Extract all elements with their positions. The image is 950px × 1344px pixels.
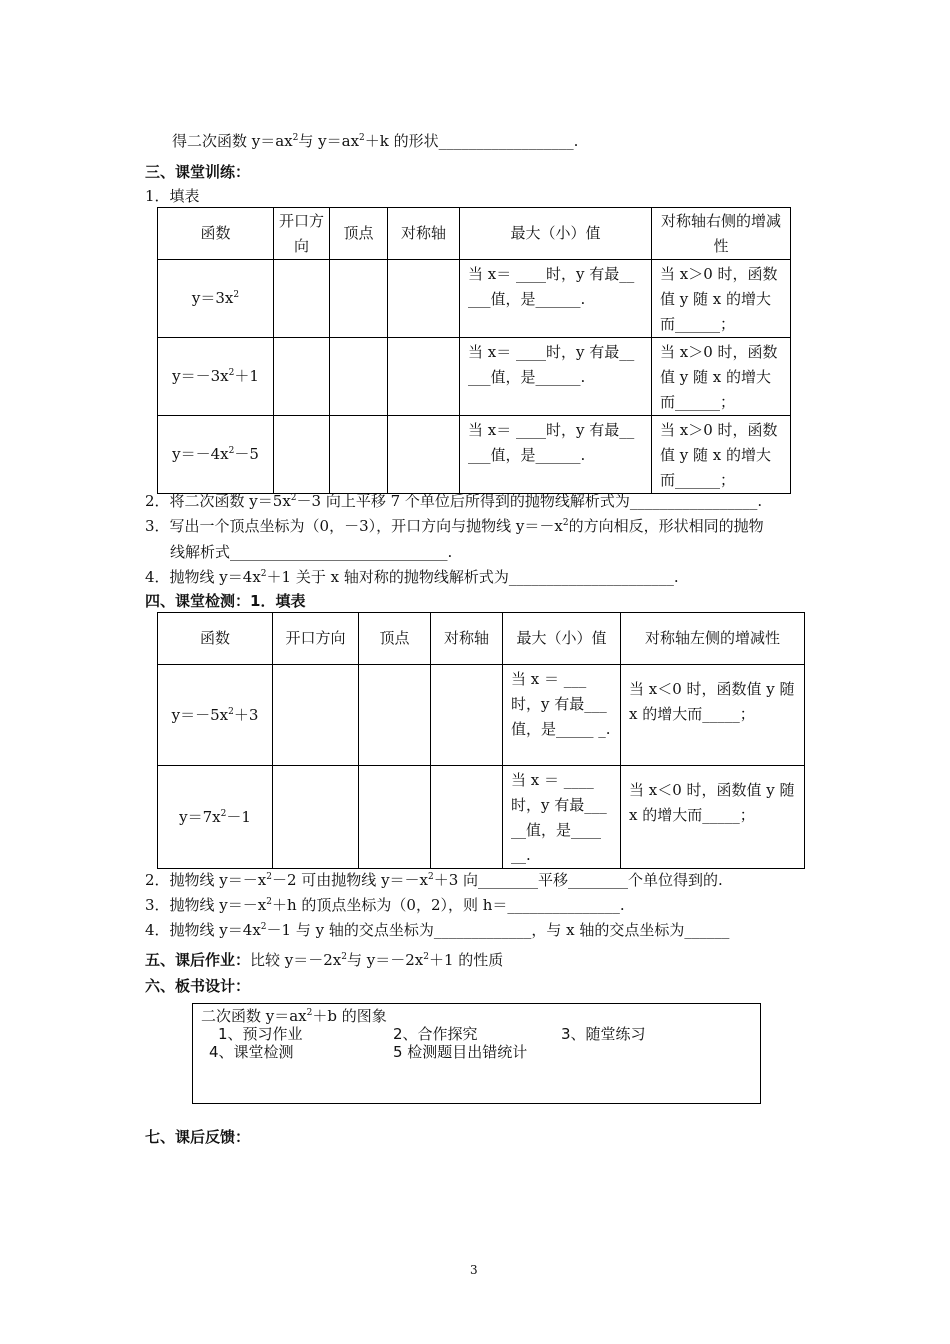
max-cell[interactable]: 当 x ＝ ___ 时，y 有最___ 值，是_____ _. <box>503 665 621 766</box>
inc-cell[interactable]: 当 x＜0 时，函数值 y 随 x 的增大而_____； <box>621 766 805 869</box>
answer-cell[interactable] <box>388 338 460 416</box>
answer-cell[interactable] <box>274 416 330 494</box>
header-max-min: 最大（小）值 <box>460 208 652 260</box>
table-row <box>158 338 791 416</box>
inc-cell[interactable]: 当 x＜0 时，函数值 y 随 x 的增大而_____； <box>621 665 805 766</box>
section7-title: 七、课后反馈： <box>145 1128 251 1146</box>
section4-title: 四、课堂检测： <box>145 592 251 610</box>
answer-cell[interactable] <box>431 665 503 766</box>
inc-cell[interactable]: 当 x＞0 时，函数值 y 随 x 的增大而______； <box>652 416 791 494</box>
header-monotonicity: 对称轴右侧的增减性 <box>652 208 791 260</box>
section3-title: 三、课堂训练： <box>145 163 251 181</box>
board-title: 二次函数 $y=ax^2+b$ 的图象 <box>201 1007 387 1025</box>
board-item-1: 1、预习作业 <box>218 1025 303 1043</box>
intro-text-2: 与 y＝ax <box>298 132 360 150</box>
q3-2: 2．将二次函数 $y=5x^2-3$ 向上平移 7 个单位后所得到的抛物线解析式为_________________. <box>145 492 763 510</box>
header-function: 函数 <box>158 613 273 665</box>
q4-3: 3．抛物线 $y=-x^2+h$ 的顶点坐标为（0，2），则 h＝_______________. <box>145 896 625 914</box>
intro-text-3: ＋k 的形状 <box>364 132 439 150</box>
answer-cell[interactable] <box>388 260 460 338</box>
max-cell[interactable]: 当 x＝ ____时，y 有最__ ___值，是______. <box>460 416 652 494</box>
superscript: 2 <box>292 133 299 143</box>
section5: 五、课后作业：比较 $y=-2x^2$与 $y=-2x^2+1$ 的性质 <box>145 951 504 969</box>
q3-3-line2: 线解析式_____________________________. <box>170 543 453 561</box>
intro-blank[interactable]: __________________. <box>438 132 579 150</box>
max-cell[interactable]: 当 x＝ ____时，y 有最__ ___值，是______. <box>460 338 652 416</box>
section4-sub: 1．填表 <box>250 592 306 610</box>
header-axis: 对称轴 <box>431 613 503 665</box>
table-check <box>157 612 805 869</box>
table-row <box>158 665 805 766</box>
header-max-min: 最大（小）值 <box>503 613 621 665</box>
board-item-2: 2、合作探究 <box>393 1025 478 1043</box>
table-row <box>158 260 791 338</box>
header-monotonicity: 对称轴左侧的增减性 <box>621 613 805 665</box>
board-item-4: 4、课堂检测 <box>209 1043 294 1061</box>
header-opening: 开口方向 <box>274 208 330 260</box>
superscript: 2 <box>359 133 365 143</box>
q3-3: 3．写出一个顶点坐标为（0，－3），开口方向与抛物线 $y=-x^2$的方向相反，形状相同的抛物 <box>145 517 764 535</box>
header-vertex: 顶点 <box>330 208 388 260</box>
board-design-box <box>192 1003 761 1104</box>
table-header-row <box>158 613 805 665</box>
function-cell: $y=-5x^2+3$ <box>158 665 273 766</box>
answer-cell[interactable] <box>274 260 330 338</box>
answer-cell[interactable] <box>274 338 330 416</box>
max-cell[interactable]: 当 x＝ ____时，y 有最__ ___值，是______. <box>460 260 652 338</box>
function-cell: $y=3x^2$ <box>158 260 274 338</box>
section4-heading <box>145 590 305 611</box>
q4-4: 4．抛物线 $y=4x^2-1$ 与 y 轴的交点坐标为_____________，与 x 轴的交点坐标为______ <box>145 921 730 939</box>
answer-cell[interactable] <box>273 665 359 766</box>
table-header-row <box>158 208 791 260</box>
function-cell: $y=-4x^2-5$ <box>158 416 274 494</box>
intro-text-1: 得二次函数 y＝ax <box>172 132 293 150</box>
answer-cell[interactable] <box>388 416 460 494</box>
header-axis: 对称轴 <box>388 208 460 260</box>
header-vertex: 顶点 <box>359 613 431 665</box>
intro-line <box>172 130 578 151</box>
header-opening: 开口方向 <box>273 613 359 665</box>
answer-cell[interactable] <box>431 766 503 869</box>
answer-cell[interactable] <box>330 338 388 416</box>
table-row <box>158 416 791 494</box>
inc-cell[interactable]: 当 x＞0 时，函数值 y 随 x 的增大而______； <box>652 260 791 338</box>
answer-cell[interactable] <box>330 416 388 494</box>
page-number: 3 <box>470 1263 478 1277</box>
table-practice <box>157 207 791 494</box>
q3-1-label: 1．填表 <box>145 187 200 205</box>
board-item-3: 3、随堂练习 <box>561 1025 646 1043</box>
answer-cell[interactable] <box>273 766 359 869</box>
header-function: 函数 <box>158 208 274 260</box>
function-cell: $y=-3x^2+1$ <box>158 338 274 416</box>
section6-title: 六、板书设计： <box>145 977 251 995</box>
answer-cell[interactable] <box>359 665 431 766</box>
max-cell[interactable]: 当 x ＝ ____ 时，y 有最___ __值，是____ __. <box>503 766 621 869</box>
board-item-5: 5 检测题目出错统计 <box>393 1043 528 1061</box>
table-row <box>158 766 805 869</box>
q4-2: 2．抛物线 $y=-x^2-2$ 可由抛物线 $y=-x^2+3$ 向________平移________个单位得到的. <box>145 871 723 889</box>
q3-4: 4．抛物线 $y=4x^2+1$ 关于 x 轴对称的抛物线解析式为______________________. <box>145 568 679 586</box>
answer-cell[interactable] <box>359 766 431 869</box>
inc-cell[interactable]: 当 x＞0 时，函数值 y 随 x 的增大而______； <box>652 338 791 416</box>
section5-title: 五、课后作业： <box>145 951 251 969</box>
answer-cell[interactable] <box>330 260 388 338</box>
function-cell: $y=7x^2-1$ <box>158 766 273 869</box>
